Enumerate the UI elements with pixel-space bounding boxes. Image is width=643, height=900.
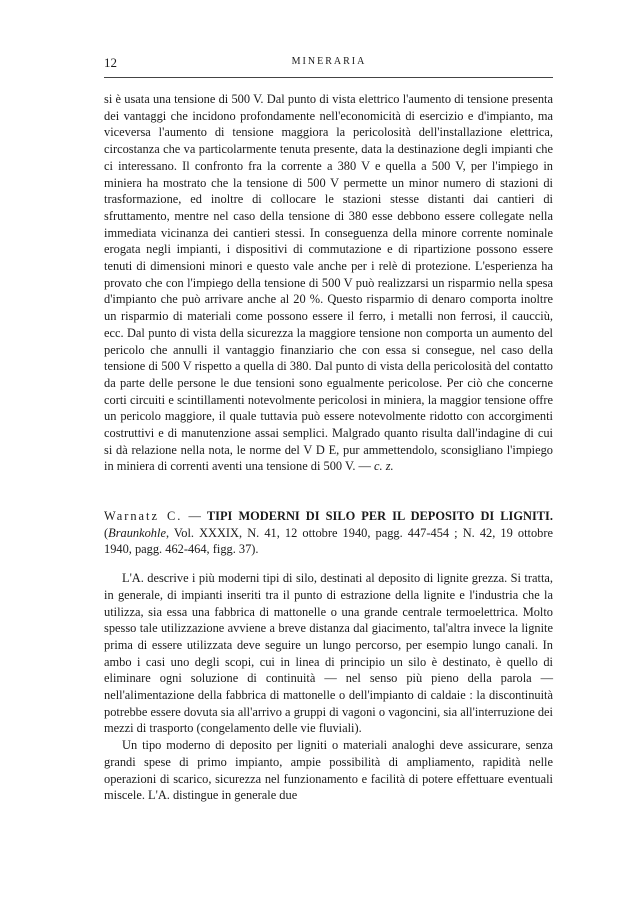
page-number: 12 bbox=[104, 55, 117, 70]
spacer bbox=[104, 558, 553, 570]
review-dash: — bbox=[182, 509, 207, 523]
review-citation: , Vol. XXXIX, N. 41, 12 ottobre 1940, pagg. 447-454 ; N. 42, 19 ottobre 1940, pagg. 462-464, figg. 37). bbox=[104, 525, 553, 557]
review-paragraph-1: L'A. descrive i più moderni tipi di silo, destinati al deposito di lignite grezza. Si tratta, in generale, di impianti inseriti tra il punto di estrazione della lignite e l'industria che la utilizza, sia essa una fabbrica di mattonelle o una grande centrale termoelettrica. Molto spesso tale utilizzazione avviene a breve distanza dal giacimento, tal'altra invece la lignite prima di essere utilizzata deve seguire un lungo percorso, per esempio lungo canali. In ambo i casi uno degli scopi, cui in linea di principio un silo è destinato, è quello di eliminare ogni soluzione di continuità — nel senso più pieno della parola — nell'alimentazione della fabbrica di mattonelle o dell'impianto di caldaie : la discontinuità potrebbe essere dovuta sia all'arrivo a gruppi di vagoni o vagoncini, sia all'interruzione dei mezzi di trasporto (congelamento delle vie fluviali). bbox=[104, 571, 553, 736]
review-title: TIPI MODERNI DI SILO PER IL DEPOSITO DI LIGNITI. bbox=[206, 509, 553, 523]
review-author: Warnatz C. bbox=[104, 509, 183, 523]
paragraph-1 bbox=[104, 91, 553, 475]
review-header: Warnatz C. — TIPI MODERNI DI SILO PER IL DEPOSITO DI LIGNITI. (Braunkohle, Vol. XXXIX, N. 41, 12 ottobre 1940, pagg. 447-454 ; N. 42, 19 ottobre 1940, pagg. 462-464, figg. 37). bbox=[104, 509, 553, 557]
header-rule bbox=[104, 77, 553, 78]
review-block bbox=[104, 508, 553, 804]
running-title: MINERARIA bbox=[291, 56, 367, 67]
page-header bbox=[104, 55, 554, 73]
review-journal: Braunkohle bbox=[108, 525, 166, 540]
signature: c. z. bbox=[374, 459, 394, 474]
paragraph-1-text: si è usata una tensione di 500 V. Dal punto di vista elettrico l'aumento di tensione presenta dei vantaggi che incidono profondamente nell'economicità di esercizio e d'impianto, ma viceversa l'aumento di tensione maggiora la pericolosità dell'installazione elettrica, circostanza che va particolarmente tenuta presente, data la destinazione degli impianti che ci interessano. Il confronto fra la corrente a 380 V e quella a 500 V, per l'impiego in miniera ha mostrato che la tensione di 500 V permette un minor numero di stazioni di trasformazione, ed inoltre di collocare le stazioni stesse distanti dai cantieri di sfruttamento, mentre nel caso della tensione di 380 esse debbono essere collegate nella immediata vicinanza dei cantieri stessi. In conseguenza della minore corrente nominale erogata negli impianti, i dispositivi di commutazione e di ripartizione possono essere tenuti di dimensioni minori e questo vale anche per i relè di protezione. L'esperienza ha provato che con l'impiego della tensione di 500 V può realizzarsi un risparmio nella spesa d'impianto che può arrivare anche al 20 %. Questo risparmio di denaro comporta inoltre un risparmio di materiali come possono essere il ferro, i metalli non ferrosi, il caucciù, ecc. Dal punto di vista della sicurezza la maggiore tensione non comporta un aumento del pericolo che annulli il vantaggio finanziario che con essa si consegue, nel caso della tensione di 500 V rispetto a quella di 380. Dal punto di vista della pericolosità del contatto da parte delle persone le due tensioni sono egualmente pericolose. Per ciò che concerne corti circuiti e scintillamenti notevolmente pericolosi in miniera, la maggior tensione offre un pericolo maggiore, il quale tuttavia può essere notevolmente ridotto con accorgimenti costruttivi e di manutenzione assai semplici. Malgrado quanto risulta dall'indagine di cui si dà relazione nella nota, le norme del V D E, pur ammettendolo, sconsigliano l'impiego in miniera di correnti aventi una tensione di 500 V. — bbox=[104, 92, 553, 474]
review-paragraph-2: Un tipo moderno di deposito per ligniti o materiali analoghi deve assicurare, senza grandi spese di primo impianto, ampie possibilità di ampliamento, rapidità nelle operazioni di scarico, sicurezza nel funzionamento e facilità di potere effettuare eventuali miscele. L'A. distingue in generale due bbox=[104, 738, 553, 803]
